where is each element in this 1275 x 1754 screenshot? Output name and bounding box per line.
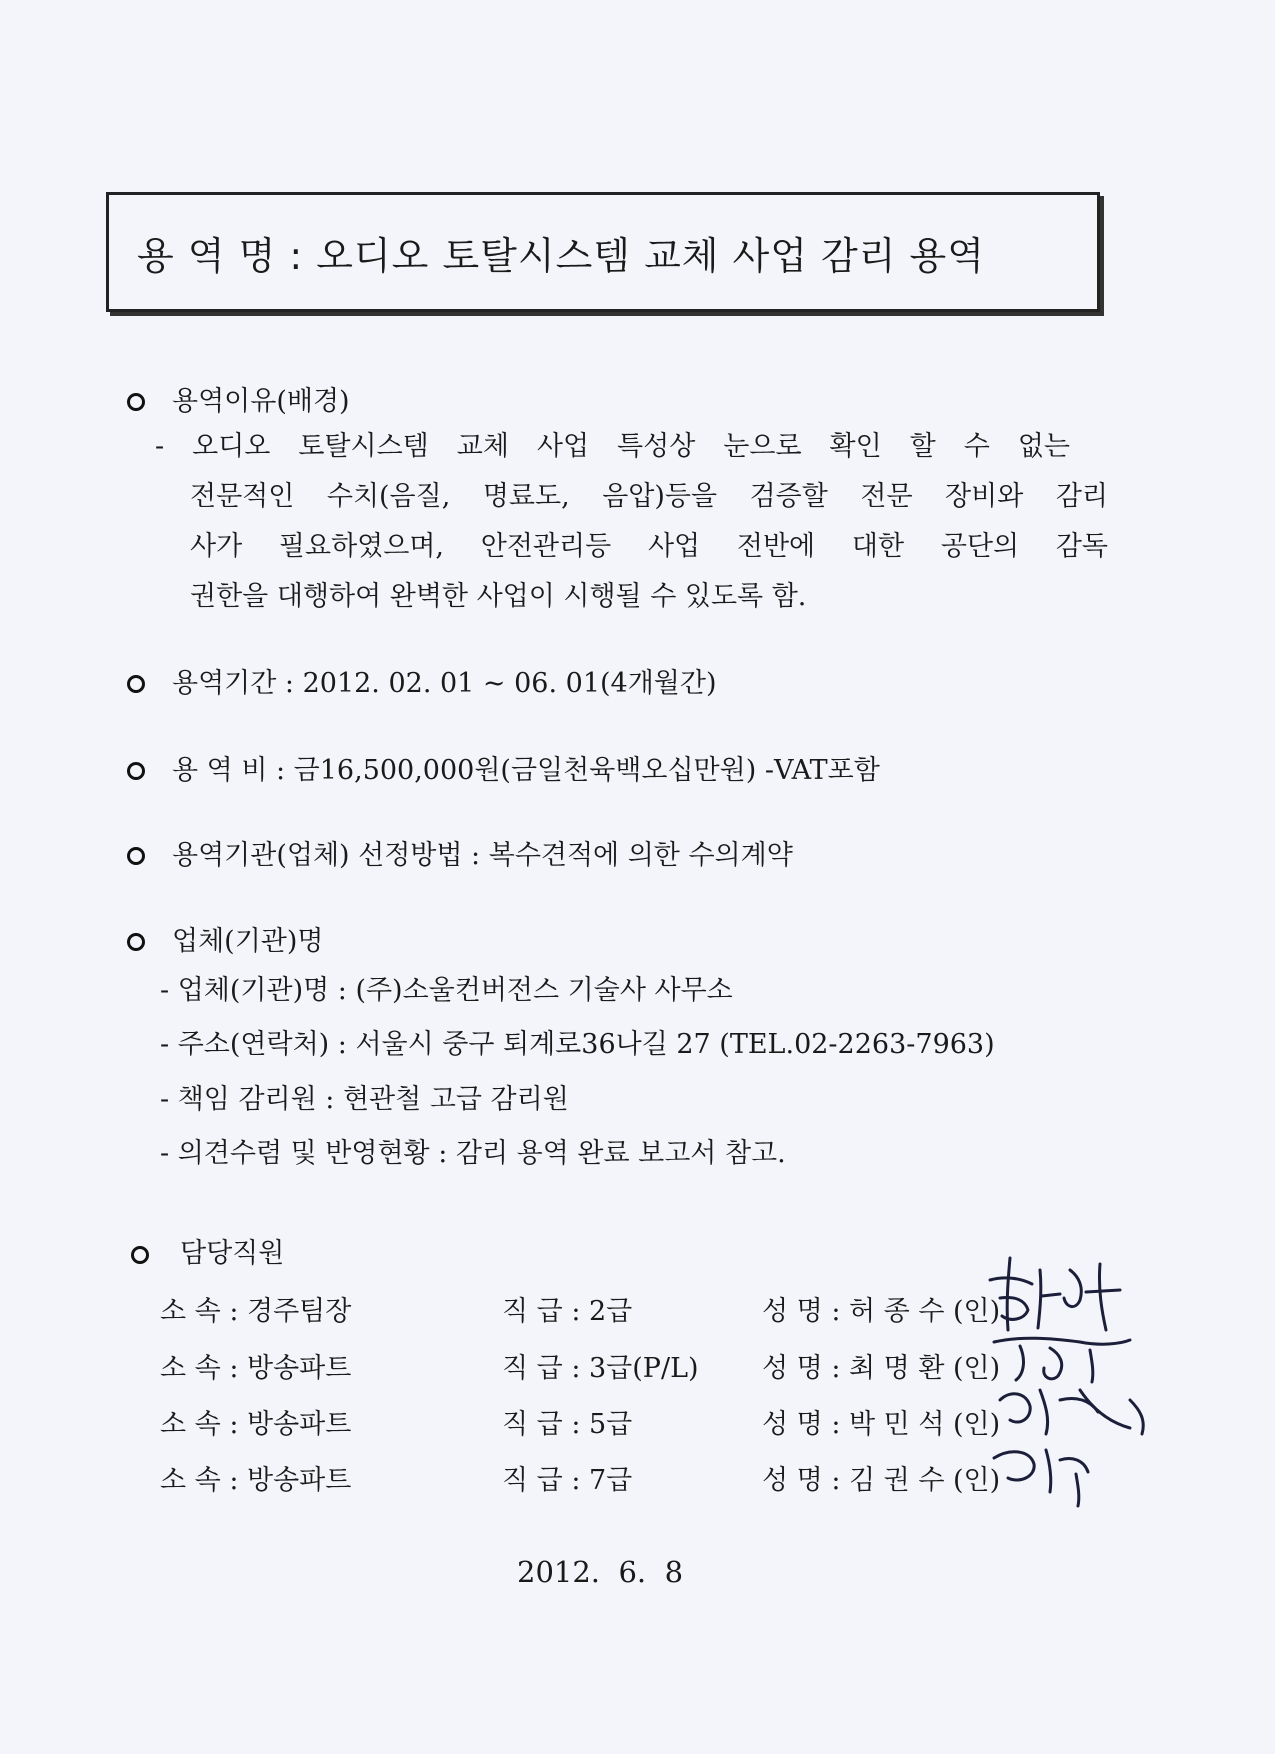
reason-line: 사가 필요하였으며, 안전관리등 사업 전반에 대한 공단의 감독 xyxy=(190,531,1108,562)
bullet-circle-icon xyxy=(131,1246,149,1264)
staff-heading: 담당직원 xyxy=(180,1238,285,1269)
bullet-circle-icon xyxy=(127,933,145,951)
bullet-circle-icon xyxy=(127,675,145,693)
reason-line: - 오디오 토탈시스템 교체 사업 특성상 눈으로 확인 할 수 없는 xyxy=(155,431,1070,462)
company-line: - 책임 감리원 : 현관철 고급 감리원 xyxy=(160,1084,569,1115)
title-box xyxy=(106,192,1100,312)
company-line: - 의견수렴 및 반영현황 : 감리 용역 완료 보고서 참고. xyxy=(160,1138,786,1169)
reason-line: 권한을 대행하여 완벽한 사업이 시행될 수 있도록 함. xyxy=(190,581,807,612)
document-date: 2012. 6. 8 xyxy=(517,1555,684,1589)
staff-dept: 소 속 : 방송파트 xyxy=(160,1409,352,1440)
cost-line: 용 역 비 : 금16,500,000원(금일천육백오십만원) -VAT포함 xyxy=(172,755,880,786)
staff-grade: 직 급 : 7급 xyxy=(502,1465,633,1496)
staff-grade: 직 급 : 2급 xyxy=(502,1296,633,1327)
staff-name: 성 명 : 김 권 수 (인) xyxy=(762,1465,1001,1496)
bullet-circle-icon xyxy=(127,762,145,780)
staff-grade: 직 급 : 3급(P/L) xyxy=(502,1353,699,1384)
reason-line: 전문적인 수치(음질, 명료도, 음압)등을 검증할 전문 장비와 감리 xyxy=(190,481,1108,512)
company-line: - 업체(기관)명 : (주)소울컨버전스 기술사 사무소 xyxy=(160,975,733,1006)
bullet-circle-icon xyxy=(127,847,145,865)
document-title: 용 역 명 : 오디오 토탈시스템 교체 사업 감리 용역 xyxy=(137,233,985,278)
company-heading: 업체(기관)명 xyxy=(172,926,324,957)
period-line: 용역기간 : 2012. 02. 01 ~ 06. 01(4개월간) xyxy=(172,668,717,699)
staff-name: 성 명 : 허 종 수 (인) xyxy=(762,1296,1001,1327)
staff-name: 성 명 : 박 민 석 (인) xyxy=(762,1409,1001,1440)
staff-name: 성 명 : 최 명 환 (인) xyxy=(762,1353,1001,1384)
staff-grade: 직 급 : 5급 xyxy=(502,1409,633,1440)
bullet-circle-icon xyxy=(127,393,145,411)
selection-line: 용역기관(업체) 선정방법 : 복수견적에 의한 수의계약 xyxy=(172,840,793,871)
staff-dept: 소 속 : 방송파트 xyxy=(160,1465,352,1496)
reason-paragraph xyxy=(155,422,1070,472)
reason-paragraph-cont xyxy=(190,472,1108,622)
company-line: - 주소(연락처) : 서울시 중구 퇴계로36나길 27 (TEL.02-2263-7963) xyxy=(160,1029,995,1060)
reason-heading: 용역이유(배경) xyxy=(172,386,350,417)
handwritten-signatures xyxy=(980,1250,1160,1510)
staff-dept: 소 속 : 경주팀장 xyxy=(160,1296,352,1327)
staff-dept: 소 속 : 방송파트 xyxy=(160,1353,352,1384)
